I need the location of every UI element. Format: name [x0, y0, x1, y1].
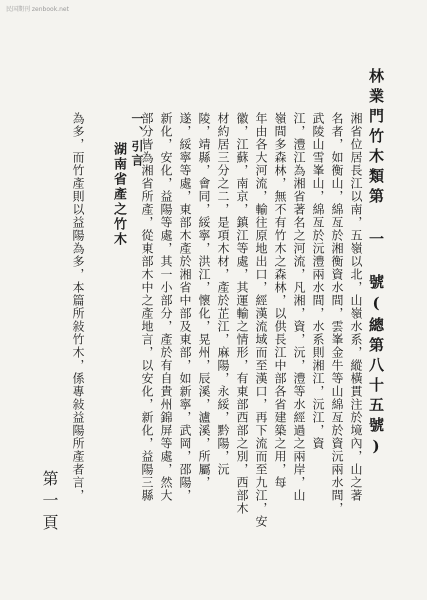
body-column-3: 武陵山雪峯山，綿亙於沅澧兩水間，水系則湘江，沅江，資 [311, 112, 325, 450]
body-column-2: 名者，如衡山，綿亙於湘衡資水間，雲峯金牛等山綿亙於資沅兩水間， [330, 112, 344, 515]
body-column-1: 湘省位居長江以南，五嶺以北，山嶺水系，縱橫貫注於境內，山之著 [349, 112, 363, 502]
watermark: 民国期刊 zenbook.net [6, 6, 69, 13]
body-column-7: 徽，江蘇，南京，鎮江等處，其運輸之情形，有東部西部之別，西部木 [235, 112, 249, 515]
section-heading: 一、引言 [130, 112, 144, 168]
page-header: 林業門竹木類第 一 號(總第八十五號) [367, 68, 385, 460]
body-column-12: 部分皆為湘省所產，從東部木中之產地言，以安化，新化，益陽三縣 [140, 112, 154, 502]
body-column-8: 材約居三分之二，是項木材，產於芷江，麻陽，永綏，黔陽，沅 [216, 112, 230, 476]
body-column-6: 年由各大河流，輸往原地出口，經漢流域而至漢口，再下流而至九江，安 [254, 112, 268, 528]
body-column-9: 陵，靖縣，會同，綏寧，洪江，懷化，晃州，辰溪，瀘溪，所屬， [197, 112, 211, 489]
body-column-11: 新化，安化，益陽等處，其一小部分，產於有自貴州錦屏等處，然大 [159, 112, 173, 502]
page-number: 第一頁 [40, 470, 59, 536]
body-column-13: 為多，而竹產則以益陽為多，本篇所敍竹木，係專敍益陽所產者言， [71, 112, 85, 502]
body-column-10: 遂，綏寧等處，東部木產於湘省中部及東部，如新寧，武岡，邵陽， [178, 112, 192, 502]
body-column-4: 江，澧江為湘省著名之河流，凡湘，資，沅，澧等水經過之兩岸，山 [292, 112, 306, 502]
body-column-5: 嶺間多森林，無不有竹木之森林，以供長江中部各省建築之用，每 [273, 112, 287, 489]
article-title: 湖南省產之竹木 [111, 142, 126, 247]
